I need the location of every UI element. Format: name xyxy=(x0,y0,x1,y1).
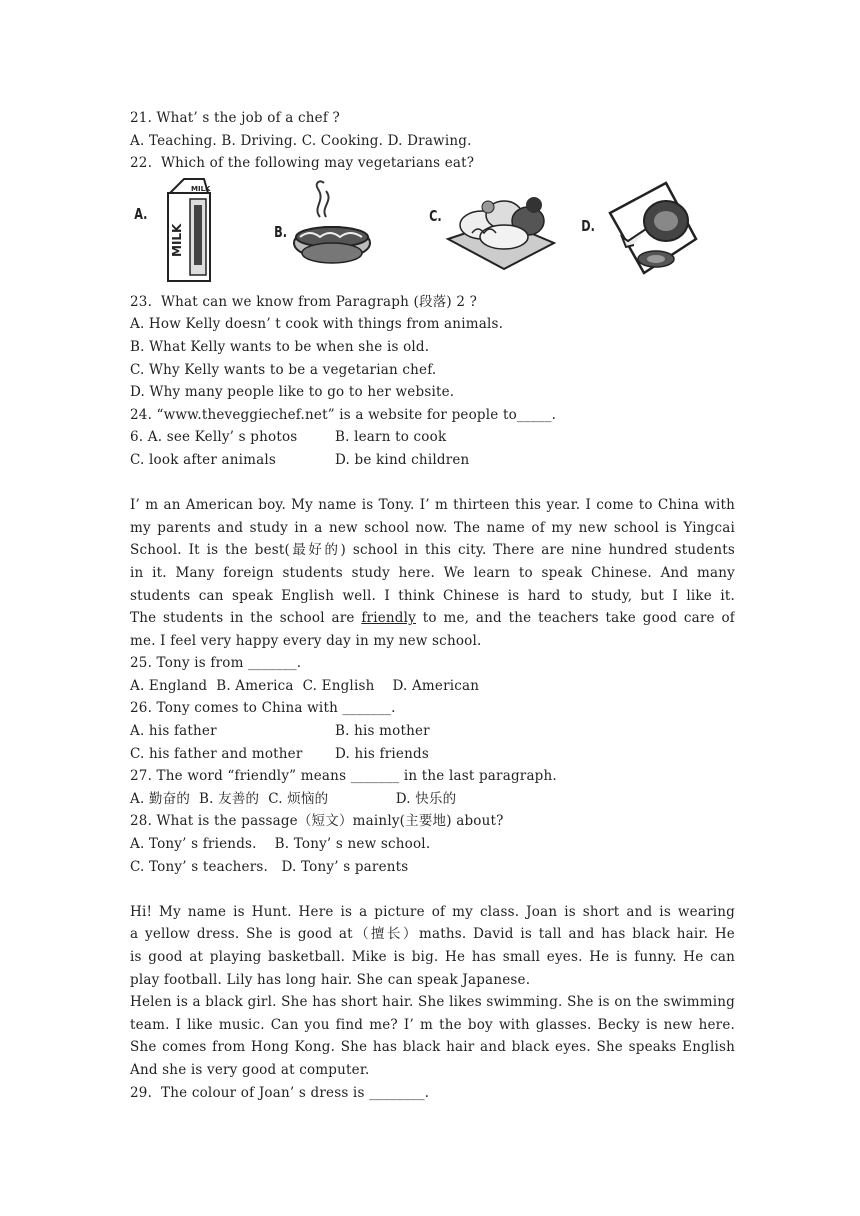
q23-question: 23. What can we know from Paragraph (段落) 2 ? xyxy=(130,293,478,310)
option-d-label: D. xyxy=(581,216,595,235)
q28-options-row-2: C. Tony’ s teachers. D. Tony’ s parents xyxy=(130,858,409,875)
passage2-line: Hi! My name is Hunt. Here is a picture of my class. Joan is short and is wearing xyxy=(130,903,735,920)
q23-option-c: C. Why Kelly wants to be a vegetarian chef. xyxy=(130,361,437,378)
q26-question: 26. Tony comes to China with _______. xyxy=(130,700,396,717)
passage2-line: play football. Lily has long hair. She can speak Japanese. xyxy=(130,971,531,988)
passage1-line: The students in the school are friendly to me, and the teachers take good care of xyxy=(130,610,735,627)
option-a-label: A. xyxy=(134,204,148,223)
passage1-line: me. I feel very happy every day in my new school. xyxy=(130,632,482,649)
q24-question: 24. “www.theveggiechef.net” is a website for people to_____. xyxy=(130,406,557,423)
svg-text:MILK: MILK xyxy=(191,184,211,193)
passage2-line: a yellow dress. She is good at（擅长）maths. David is tall and has black hair. He xyxy=(130,926,735,943)
passage1-line: in it. Many foreign students study here. We learn to speak Chinese. And many xyxy=(130,564,735,581)
milk-carton-image xyxy=(164,177,214,285)
passage1-line: students can speak English well. I think Chinese is hard to study, but I like it. xyxy=(130,587,735,604)
q24-options-row-1: 6. A. see Kelly’ s photos B. learn to cook xyxy=(130,429,447,446)
q25-options: A. England B. America C. English D. American xyxy=(130,677,480,694)
passage1-line: School. It is the best(最好的) school in this city. There are nine hundred students xyxy=(130,542,735,559)
q21-question: 21. What’ s the job of a chef ? xyxy=(130,110,340,126)
worksheet-page xyxy=(130,107,735,1104)
q28-question: 28. What is the passage（短文）mainly(主要地) about? xyxy=(130,813,504,830)
q28-options-row-1: A. Tony’ s friends. B. Tony’ s new school. xyxy=(130,836,431,853)
q21-options: A. Teaching. B. Driving. C. Cooking. D. Drawing. xyxy=(130,132,472,149)
passage2-line: Helen is a black girl. She has short hair. She likes swimming. She is on the swimming xyxy=(130,994,735,1011)
underlined-word-friendly: friendly xyxy=(361,610,416,627)
hot-dog-image xyxy=(290,177,372,277)
q23-option-d: D. Why many people like to go to her website. xyxy=(130,384,455,401)
passage1-line: my parents and study in a new school now. The name of my new school is Yingcai xyxy=(130,519,735,536)
passage2-line: And she is very good at computer. xyxy=(130,1061,370,1078)
q24-options-row-2: C. look after animals D. be kind children xyxy=(130,451,470,468)
q26-options-row-1: A. his father B. his mother xyxy=(130,723,430,740)
q23-option-b: B. What Kelly wants to be when she is old. xyxy=(130,338,430,355)
q23-option-a: A. How Kelly doesn’ t cook with things from animals. xyxy=(130,316,504,333)
ham-image xyxy=(604,177,700,277)
passage2-line: She comes from Hong Kong. She has black hair and black eyes. She speaks English xyxy=(130,1039,735,1056)
q26-options-row-2: C. his father and mother D. his friends xyxy=(130,745,429,762)
milk-label: MILK xyxy=(170,223,184,257)
q27-question: 27. The word “friendly” means _______ in the last paragraph. xyxy=(130,768,557,785)
option-b-label: B. xyxy=(274,222,287,241)
q27-options: A. 勤奋的 B. 友善的 C. 烦恼的 D. 快乐的 xyxy=(130,790,457,807)
passage2-line: team. I like music. Can you find me? I’ m the boy with glasses. Becky is new here. xyxy=(130,1016,735,1033)
salad-image xyxy=(444,177,556,281)
q22-question: 22. Which of the following may vegetarians eat? xyxy=(130,155,475,172)
q25-question: 25. Tony is from _______. xyxy=(130,655,302,672)
option-c-label: C. xyxy=(429,206,442,225)
q29-question: 29. The colour of Joan’ s dress is ________. xyxy=(130,1084,430,1101)
passage1-line: I’ m an American boy. My name is Tony. I’ m thirteen this year. I come to China with xyxy=(130,497,735,514)
passage2-line: is good at playing basketball. Mike is big. He has small eyes. He is funny. He can xyxy=(130,949,735,965)
q22-picture-options xyxy=(130,177,735,289)
